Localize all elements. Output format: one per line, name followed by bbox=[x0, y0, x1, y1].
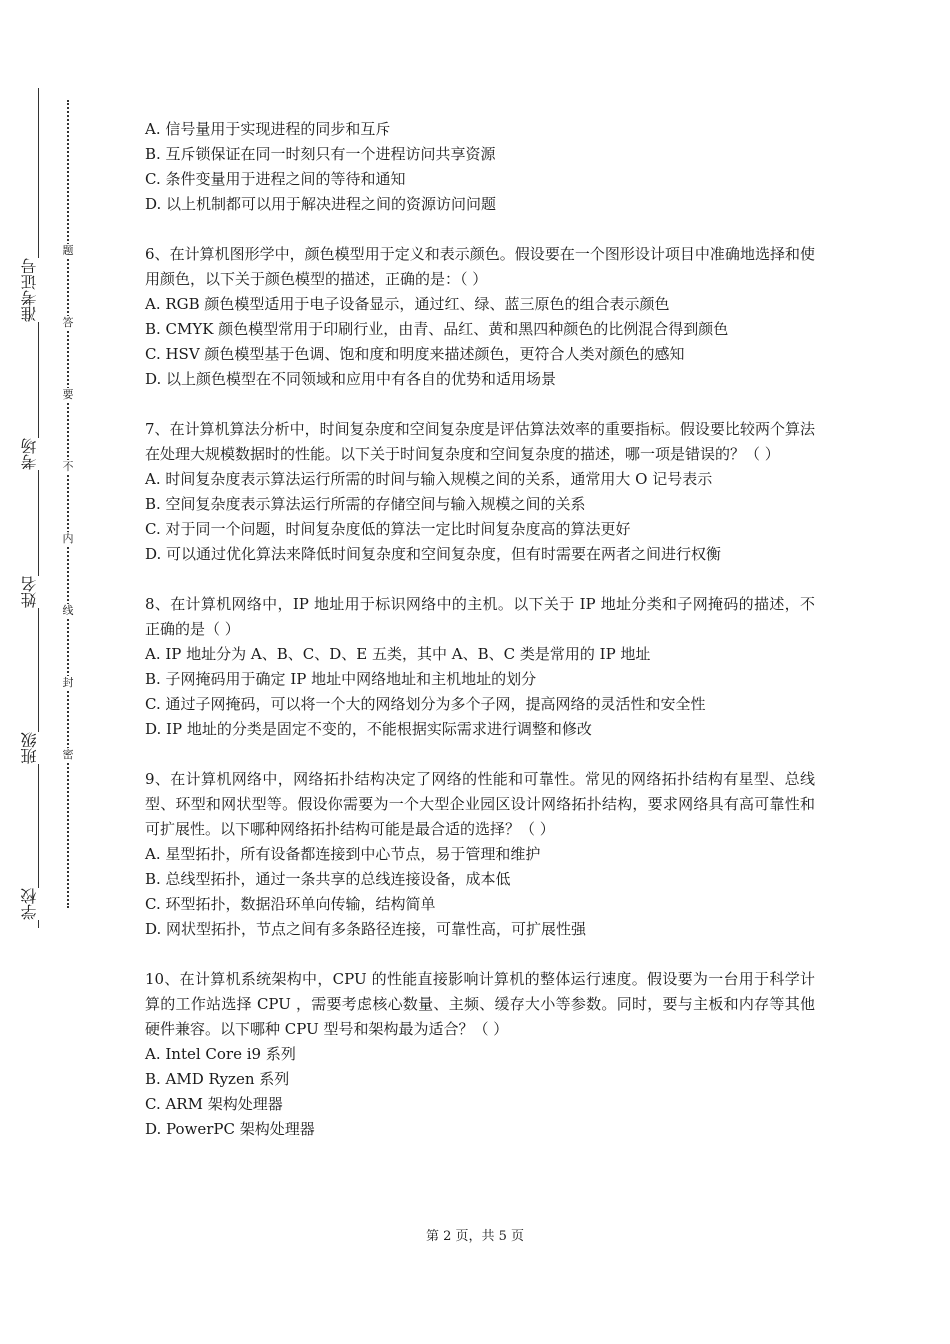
question-text: 9、在计算机网络中，网络拓扑结构决定了网络的性能和可靠性。常见的网络拓扑结构有星型、总线型、环型和网状型等。假设你需要为一个大型企业园区设计网络拓扑结构，要求网络具有高可靠性和可扩展性。以下哪种网络拓扑结构可能是最合适的选择？（ ） bbox=[145, 770, 815, 838]
option: B. 子网掩码用于确定 IP 地址中网络地址和主机地址的划分 bbox=[145, 670, 537, 688]
option: B. AMD Ryzen 系列 bbox=[145, 1070, 290, 1088]
question-9 bbox=[145, 767, 815, 942]
binding-line bbox=[38, 88, 39, 928]
question-text: 10、在计算机系统架构中，CPU 的性能直接影响计算机的整体运行速度。假设要为一台用于科学计算的工作站选择 CPU ，需要考虑核心数量、主频、缓存大小等参数。同时，要与主板和内存等其他硬件兼容。以下哪种 CPU 型号和架构最为适合？（ ） bbox=[145, 970, 815, 1038]
option: C. 对于同一个问题，时间复杂度低的算法一定比时间复杂度高的算法更好 bbox=[145, 520, 631, 538]
option: D. 网状型拓扑，节点之间有多条路径连接，可靠性高，可扩展性强 bbox=[145, 920, 587, 938]
option: A. Intel Core i9 系列 bbox=[145, 1045, 296, 1063]
option: A. IP 地址分为 A、B、C、D、E 五类，其中 A、B、C 类是常用的 IP 地址 bbox=[145, 645, 651, 663]
school-label: 学校 bbox=[20, 888, 42, 920]
option: C. 条件变量用于进程之间的等待和通知 bbox=[145, 170, 406, 188]
seal-mark: 密 bbox=[60, 748, 76, 762]
seal-mark: 不 bbox=[60, 460, 76, 474]
exam-room-label: 考场 bbox=[20, 438, 42, 470]
option: D. IP 地址的分类是固定不变的，不能根据实际需求进行调整和修改 bbox=[145, 720, 592, 738]
option: D. 以上机制都可以用于解决进程之间的资源访问问题 bbox=[145, 195, 497, 213]
question-6 bbox=[145, 242, 815, 392]
question-list bbox=[145, 117, 815, 1167]
option: A. 时间复杂度表示算法运行所需的时间与输入规模之间的关系，通常用大 O 记号表示 bbox=[145, 470, 713, 488]
option: B. 互斥锁保证在同一时刻只有一个进程访问共享资源 bbox=[145, 145, 496, 163]
option: D. 可以通过优化算法来降低时间复杂度和空间复杂度，但有时需要在两者之间进行权衡 bbox=[145, 545, 722, 563]
name-label: 姓名 bbox=[20, 576, 42, 608]
question-text: 6、在计算机图形学中，颜色模型用于定义和表示颜色。假设要在一个图形设计项目中准确地选择和使用颜色，以下关于颜色模型的描述，正确的是：（ ） bbox=[145, 245, 815, 288]
option: A. 星型拓扑，所有设备都连接到中心节点，易于管理和维护 bbox=[145, 845, 541, 863]
option: B. 总线型拓扑，通过一条共享的总线连接设备，成本低 bbox=[145, 870, 511, 888]
option: C. ARM 架构处理器 bbox=[145, 1095, 283, 1113]
option: A. 信号量用于实现进程的同步和互斥 bbox=[145, 120, 391, 138]
exam-number-label: 准考证号 bbox=[20, 258, 42, 322]
option: C. 环型拓扑，数据沿环单向传输，结构简单 bbox=[145, 895, 436, 913]
option: C. 通过子网掩码，可以将一个大的网络划分为多个子网，提高网络的灵活性和安全性 bbox=[145, 695, 706, 713]
seal-mark: 题 bbox=[60, 244, 76, 258]
option: B. 空间复杂度表示算法运行所需的存储空间与输入规模之间的关系 bbox=[145, 495, 586, 513]
page-number: 第 2 页，共 5 页 bbox=[425, 1229, 525, 1244]
seal-mark: 答 bbox=[60, 316, 76, 330]
seal-mark: 线 bbox=[60, 604, 76, 618]
question-10 bbox=[145, 967, 815, 1142]
seal-mark: 要 bbox=[60, 388, 76, 402]
question-8 bbox=[145, 592, 815, 742]
question-text: 8、在计算机网络中，IP 地址用于标识网络中的主机。以下关于 IP 地址分类和子网掩码的描述，不正确的是（ ） bbox=[145, 595, 815, 638]
seal-dotted-line bbox=[67, 100, 69, 908]
option: B. CMYK 颜色模型常用于印刷行业，由青、品红、黄和黑四种颜色的比例混合得到颜色 bbox=[145, 320, 729, 338]
option: A. RGB 颜色模型适用于电子设备显示，通过红、绿、蓝三原色的组合表示颜色 bbox=[145, 295, 670, 313]
question-7 bbox=[145, 417, 815, 567]
option: D. 以上颜色模型在不同领域和应用中有各自的优势和适用场景 bbox=[145, 370, 557, 388]
option: C. HSV 颜色模型基于色调、饱和度和明度来描述颜色，更符合人类对颜色的感知 bbox=[145, 345, 685, 363]
question-text: 7、在计算机算法分析中，时间复杂度和空间复杂度是评估算法效率的重要指标。假设要比较两个算法在处理大规模数据时的性能。以下关于时间复杂度和空间复杂度的描述，哪一项是错误的？（ ） bbox=[145, 420, 815, 463]
seal-mark: 封 bbox=[60, 676, 76, 690]
class-label: 班级 bbox=[20, 732, 42, 764]
option: D. PowerPC 架构处理器 bbox=[145, 1120, 315, 1138]
seal-mark: 内 bbox=[60, 532, 76, 546]
question-5-tail bbox=[145, 117, 815, 217]
